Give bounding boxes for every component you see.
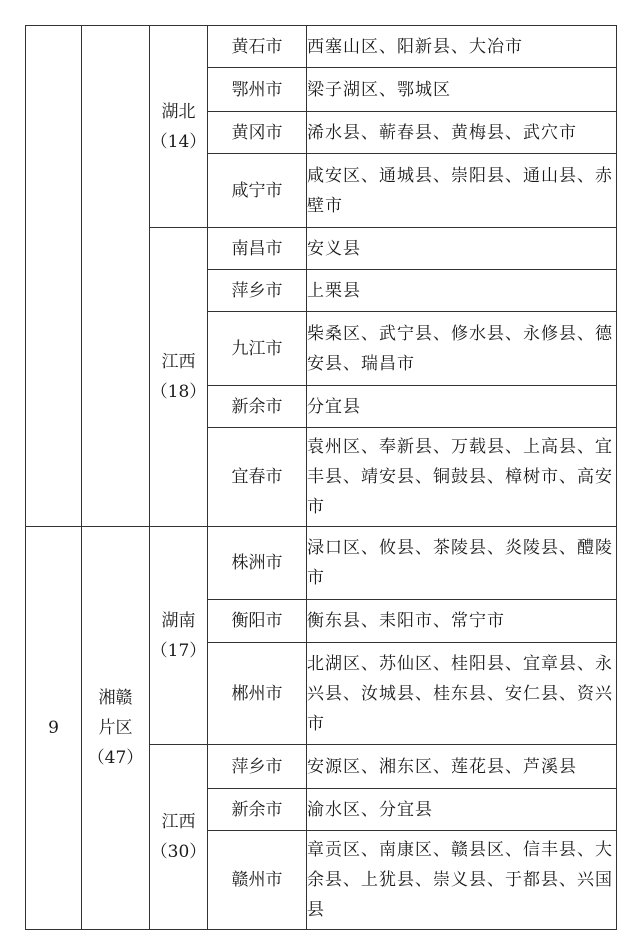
city-cell: 宜春市 (208, 428, 307, 527)
province-count: （30） (150, 842, 207, 862)
city-cell: 郴州市 (208, 643, 307, 745)
city-cell: 新余市 (208, 386, 307, 428)
province-count: （17） (150, 640, 207, 661)
group-number-cell (26, 26, 82, 527)
county-cell: 北湖区、苏仙区、桂阳县、宜章县、永兴县、汝城县、桂东县、安仁县、资兴市 (307, 643, 617, 745)
zone-cell (82, 527, 150, 930)
city-cell: 萍乡市 (208, 745, 307, 789)
county-cell: 柴桑区、武宁县、修水县、永修县、德安县、瑞昌市 (307, 312, 617, 386)
county-cell: 安义县 (307, 228, 617, 270)
province-cell-jiangxi-30 (150, 745, 208, 930)
city-cell: 鄂州市 (208, 68, 307, 112)
city-cell: 黄冈市 (208, 112, 307, 154)
table-row (26, 527, 617, 600)
county-cell: 咸安区、通城县、崇阳县、通山县、赤壁市 (307, 154, 617, 228)
city-cell: 黄石市 (208, 26, 307, 68)
county-cell: 西塞山区、阳新县、大冶市 (307, 26, 617, 68)
table-row (26, 26, 617, 68)
county-cell: 渝水区、分宜县 (307, 789, 617, 831)
zone-name-line2: 片区 (98, 718, 133, 738)
city-cell: 九江市 (208, 312, 307, 386)
province-cell-hunan (150, 527, 208, 745)
province-name: 江西 (161, 352, 196, 372)
zone-name-line1: 湘赣 (98, 688, 133, 708)
city-cell: 赣州市 (208, 831, 307, 930)
province-cell-jiangxi-18 (150, 228, 208, 527)
province-count: （14） (150, 131, 207, 152)
county-cell: 衡东县、耒阳市、常宁市 (307, 600, 617, 643)
province-cell-hubei (150, 26, 208, 228)
zone-cell (82, 26, 150, 527)
county-cell: 上栗县 (307, 270, 617, 312)
group-number-cell: 9 (26, 527, 82, 930)
city-cell: 萍乡市 (208, 270, 307, 312)
province-name: 江西 (161, 812, 196, 832)
province-count: （18） (150, 382, 207, 402)
county-cell: 分宜县 (307, 386, 617, 428)
city-cell: 衡阳市 (208, 600, 307, 643)
province-name: 湖南 (161, 610, 196, 631)
city-cell: 株洲市 (208, 527, 307, 600)
county-cell: 渌口区、攸县、茶陵县、炎陵县、醴陵市 (307, 527, 617, 600)
city-cell: 新余市 (208, 789, 307, 831)
city-cell: 咸宁市 (208, 154, 307, 228)
county-cell: 章贡区、南康区、赣县区、信丰县、大余县、上犹县、崇义县、于都县、兴国县 (307, 831, 617, 930)
zone-count: （47） (87, 748, 144, 768)
county-cell: 浠水县、蕲春县、黄梅县、武穴市 (307, 112, 617, 154)
city-cell: 南昌市 (208, 228, 307, 270)
region-county-table (25, 25, 617, 930)
county-cell: 安源区、湘东区、莲花县、芦溪县 (307, 745, 617, 789)
county-cell: 袁州区、奉新县、万载县、上高县、宜丰县、靖安县、铜鼓县、樟树市、高安市 (307, 428, 617, 527)
county-cell: 梁子湖区、鄂城区 (307, 68, 617, 112)
province-name: 湖北 (161, 101, 196, 122)
